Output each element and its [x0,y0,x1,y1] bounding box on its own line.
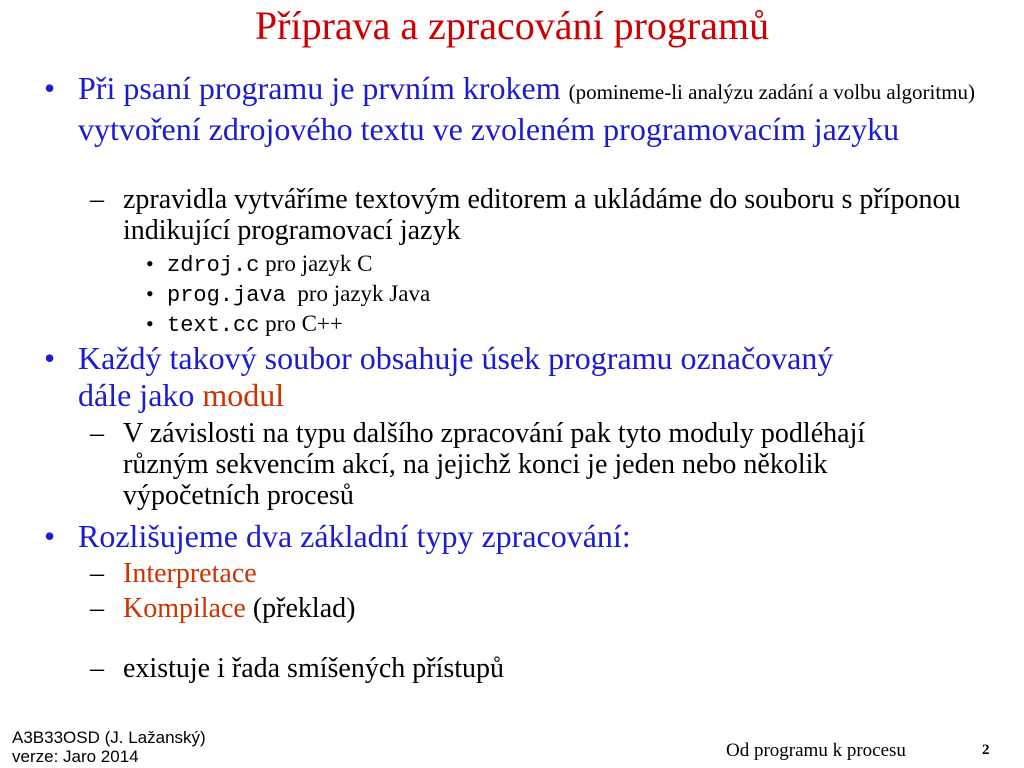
sub-sub-bullet-marker: • [146,281,154,306]
bullet-2-text: Každý takový soubor obsahuje úsek programu označovaný dále jako [78,340,834,413]
sub-bullet-interpretace: Interpretace [123,558,257,589]
footer-version: verze: Jaro 2014 [12,747,139,766]
sub-bullet-marker: – [90,418,104,449]
bullet-marker: • [44,518,56,554]
file-name: zdroj.c [167,253,260,278]
file-description: pro C++ [259,311,343,336]
bullet-marker: • [44,340,56,376]
kompilace-note: (překlad) [245,593,356,624]
bullet-2-highlight: modul [202,377,285,413]
file-example-1 [167,249,997,281]
page-number: 2 [982,742,990,758]
bullet-1-text: Při psaní programu je prvním krokem [78,70,569,106]
sub-bullet-2: V závislosti na typu dalšího zpracování pak tyto moduly podléhají různým sekvencím akcí, na jejichž konci je jeden nebo několik výpočetních procesů [123,418,866,511]
bullet-1-note: (pomineme-li analýzu zadání a volbu algoritmu) [568,80,976,104]
sub-bullet-marker: – [90,593,104,624]
footer-author [12,728,206,766]
bullet-1-text-end: vytvoření zdrojového textu ve zvoleném programovacím jazyku [78,111,900,147]
sub-bullet-marker: – [90,184,104,215]
bullet-marker: • [44,70,56,106]
sub-bullet-mixed: existuje i řada smíšených přístupů [123,653,505,684]
file-name: prog.java [167,283,286,308]
file-description: pro jazyk C [259,251,373,276]
sub-bullet-marker: – [90,653,104,684]
slide-title: Příprava a zpracování programů [254,3,770,48]
bullet-3: Rozlišujeme dva základní typy zpracování: [78,518,631,554]
footer-topic: Od programu k procesu [726,740,906,761]
bullet-2 [78,340,838,414]
sub-bullet-1: zpravidla vytváříme textovým editorem a ukládáme do souboru s příponou indikující programovací jazyk [123,184,961,246]
file-example-3 [167,309,997,341]
sub-bullet-marker: – [90,558,104,589]
file-example-2 [167,279,997,311]
file-description: pro jazyk Java [285,281,431,306]
kompilace-highlight: Kompilace [123,593,246,624]
sub-bullet-kompilace [123,593,1003,624]
sub-sub-bullet-marker: • [146,251,154,276]
footer-course: A3B33OSD (J. Lažanský) [12,728,206,747]
file-name: text.cc [167,313,260,338]
bullet-1 [78,70,1008,148]
sub-sub-bullet-marker: • [146,311,154,336]
